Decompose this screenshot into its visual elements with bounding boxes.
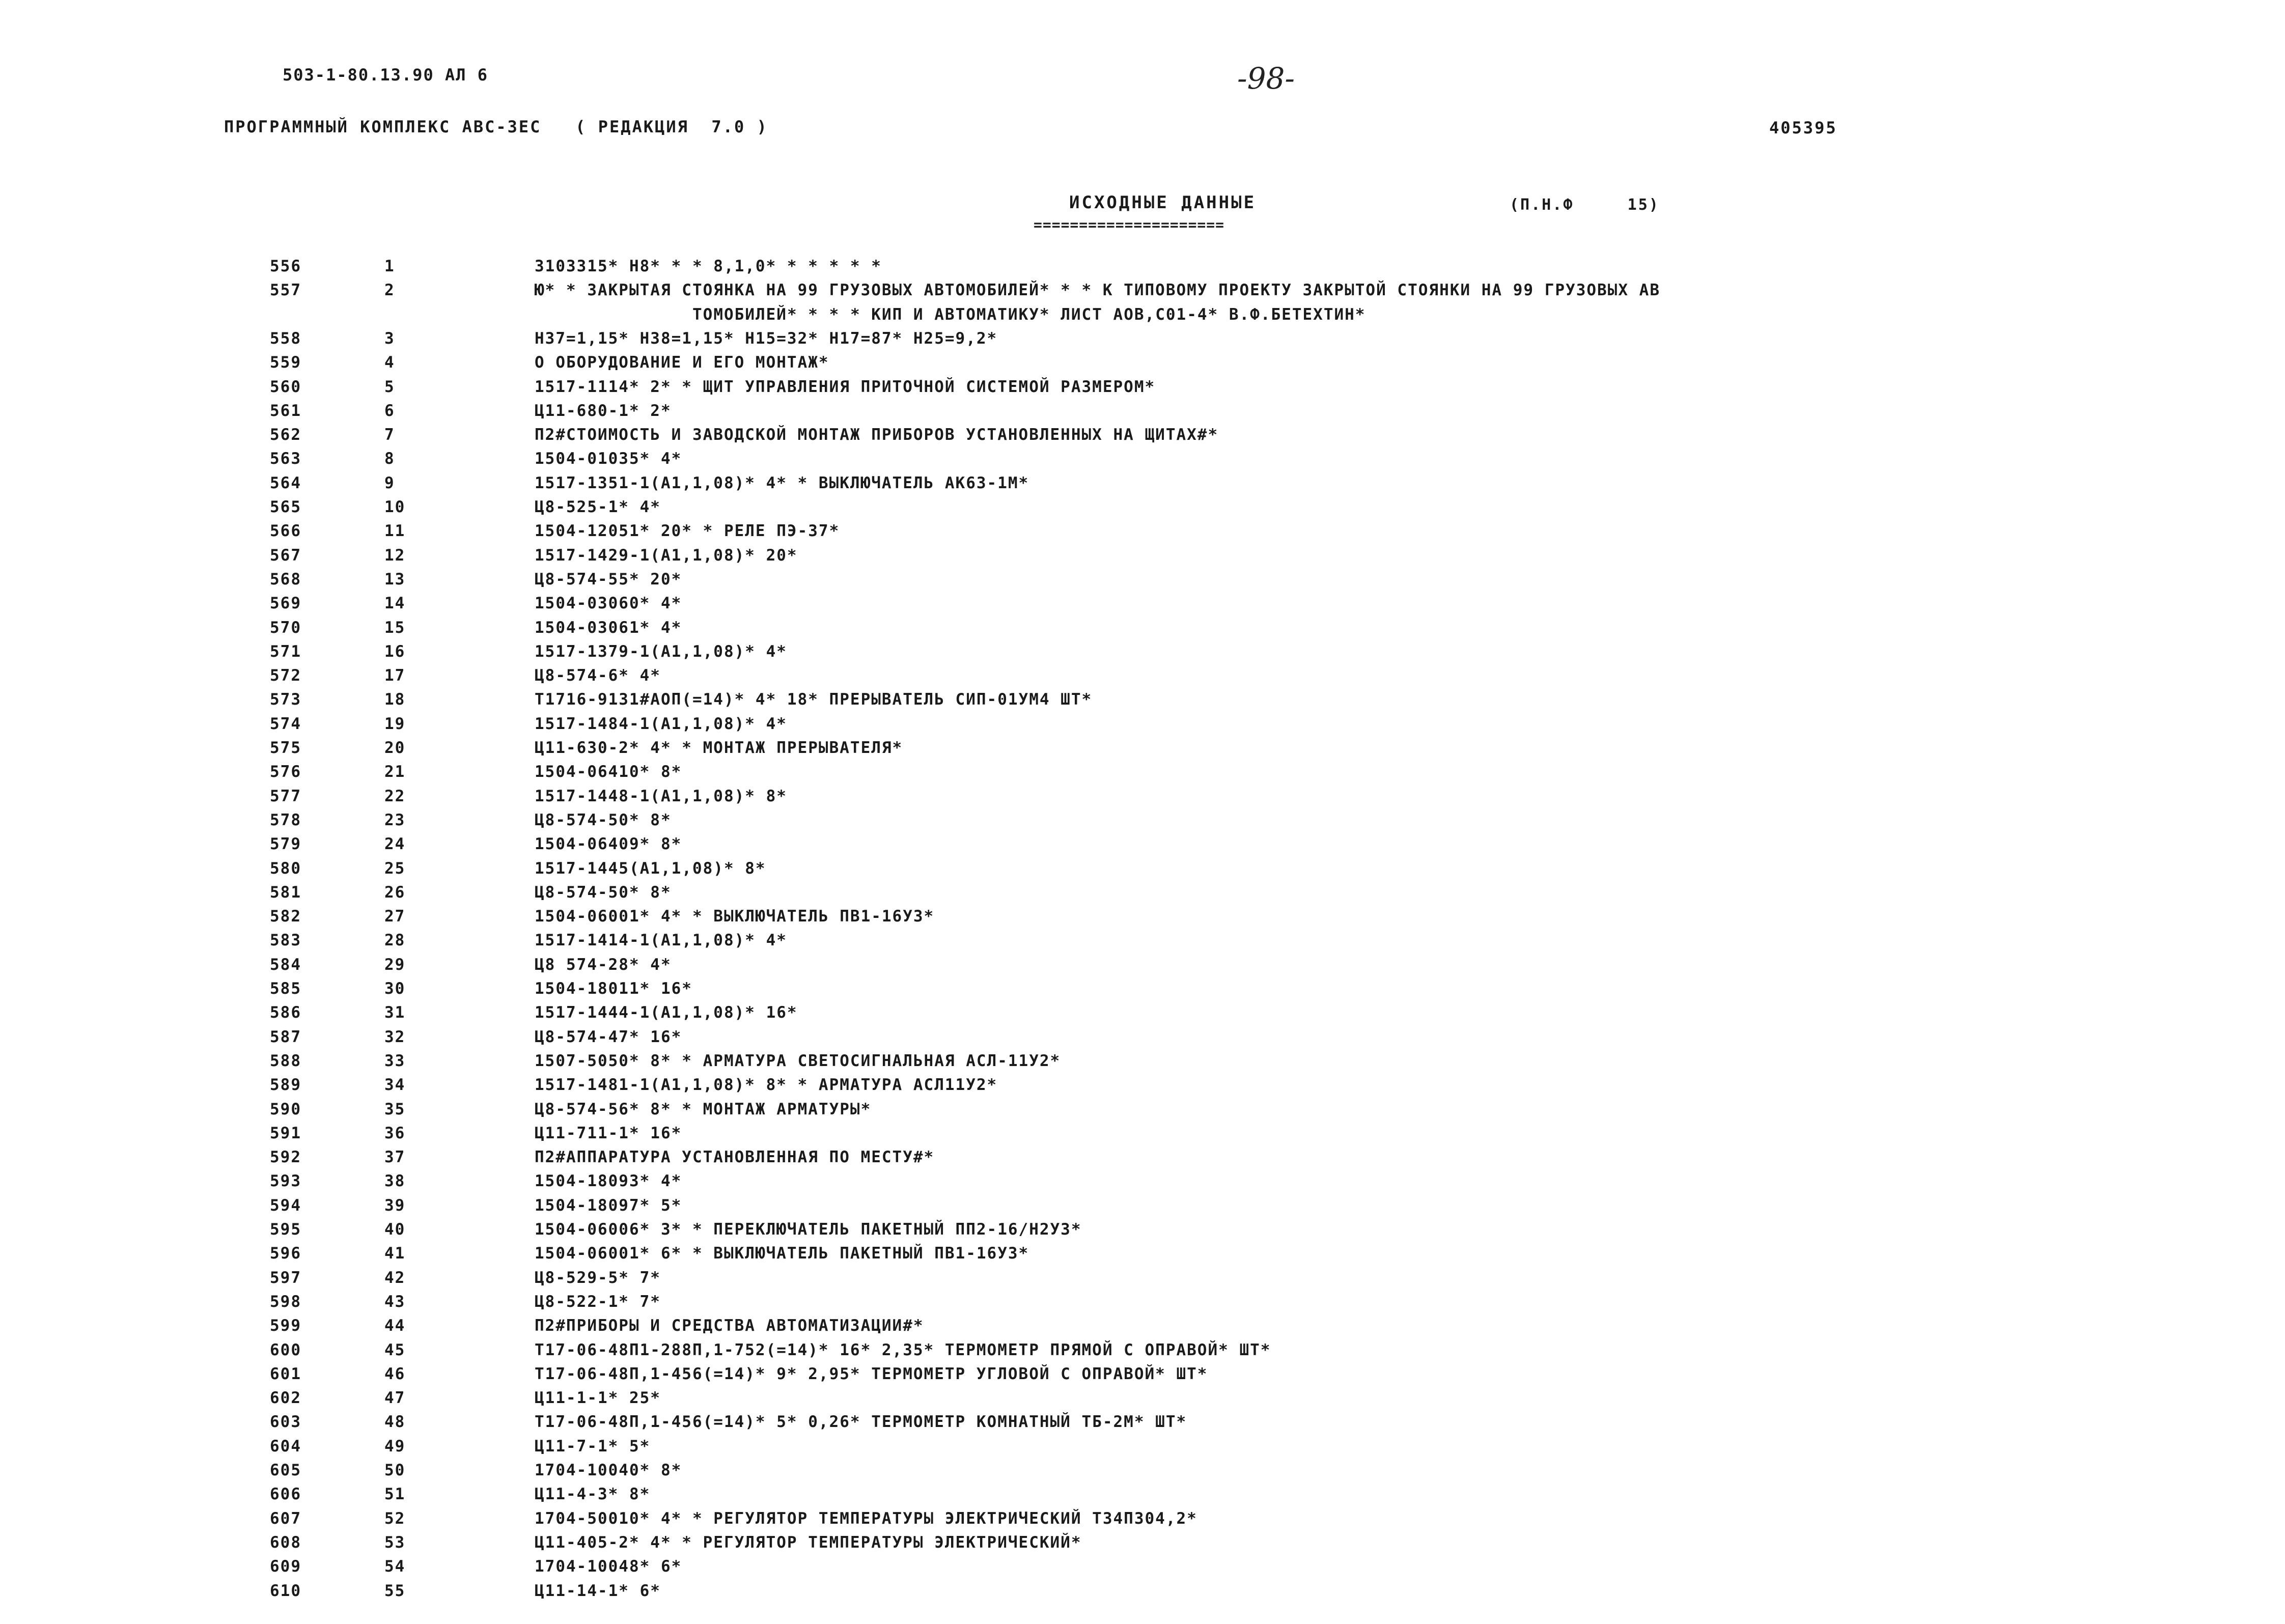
row-line-number: 564 [270, 473, 301, 492]
row-sequence-number: 52 [384, 1509, 406, 1528]
row-sequence-number: 2 [384, 281, 395, 300]
row-sequence-number: 28 [384, 931, 406, 950]
row-text: 1517-1444-1(А1,1,08)* 16* [535, 1003, 798, 1022]
row-line-number: 601 [270, 1364, 301, 1383]
row-sequence-number: 30 [384, 979, 406, 998]
row-text: 1704-10048* 6* [535, 1557, 682, 1576]
row-text: 1704-10040* 8* [535, 1461, 682, 1479]
row-text: Ц11-680-1* 2* [535, 401, 672, 420]
row-sequence-number: 6 [384, 401, 395, 420]
row-text: П2#АППАРАТУРА УСТАНОВЛЕННАЯ ПО МЕСТУ#* [535, 1148, 935, 1167]
row-line-number: 557 [270, 281, 301, 300]
row-sequence-number: 1 [384, 257, 395, 275]
row-line-number: 584 [270, 955, 301, 974]
row-text: 1504-12051* 20* * РЕЛЕ ПЭ-37* [535, 522, 840, 541]
row-line-number: 559 [270, 353, 301, 372]
row-line-number: 605 [270, 1461, 301, 1479]
row-line-number: 572 [270, 666, 301, 685]
document-code: 503-1-80.13.90 АЛ 6 [283, 65, 489, 85]
row-text: Ц8-574-50* 8* [535, 810, 672, 829]
row-sequence-number: 40 [384, 1220, 406, 1239]
row-line-number: 592 [270, 1148, 301, 1167]
row-sequence-number: 39 [384, 1196, 406, 1215]
row-text: Ц11-7-1* 5* [535, 1437, 651, 1455]
row-sequence-number: 53 [384, 1533, 406, 1552]
row-text: ТОМОБИЛЕЙ* * * * КИП И АВТОМАТИКУ* ЛИСТ АОВ,С01-4* В.Ф.БЕТЕХТИН* [692, 305, 1366, 324]
row-sequence-number: 42 [384, 1268, 406, 1287]
row-text: Ц11-630-2* 4* * МОНТАЖ ПРЕРЫВАТЕЛЯ* [535, 739, 903, 757]
row-line-number: 596 [270, 1244, 301, 1263]
section-reference: (П.Н.Ф 15) [1510, 196, 1660, 214]
row-text: 1504-06006* 3* * ПЕРЕКЛЮЧАТЕЛЬ ПАКЕТНЫЙ ПП2-16/Н2У3* [535, 1220, 1082, 1239]
row-line-number: 600 [270, 1340, 301, 1359]
row-line-number: 598 [270, 1292, 301, 1311]
row-text: 1517-1481-1(А1,1,08)* 8* * АРМАТУРА АСЛ11У2* [535, 1076, 998, 1095]
row-text: Ц8-574-6* 4* [535, 666, 661, 685]
row-text: 1507-5050* 8* * АРМАТУРА СВЕТОСИГНАЛЬНАЯ АСЛ-11У2* [535, 1051, 1061, 1070]
row-sequence-number: 37 [384, 1148, 406, 1167]
row-line-number: 560 [270, 377, 301, 396]
row-line-number: 576 [270, 763, 301, 781]
row-text: Т17-06-48П1-288П,1-752(=14)* 16* 2,35* ТЕРМОМЕТР ПРЯМОЙ С ОПРАВОЙ* ШТ* [535, 1340, 1271, 1359]
row-sequence-number: 24 [384, 835, 406, 854]
row-text: 1504-06409* 8* [535, 835, 682, 854]
row-sequence-number: 12 [384, 546, 406, 565]
row-text: Ц8-574-55* 20* [535, 570, 682, 589]
row-line-number: 567 [270, 546, 301, 565]
program-title: ПРОГРАММНЫЙ КОМПЛЕКС АВС-3ЕС ( РЕДАКЦИЯ 7.0 ) [224, 117, 768, 136]
row-line-number: 608 [270, 1533, 301, 1552]
row-text: П2#СТОИМОСТЬ И ЗАВОДСКОЙ МОНТАЖ ПРИБОРОВ УСТАНОВЛЕННЫХ НА ЩИТАХ#* [535, 426, 1219, 444]
row-text: Ц8-574-47* 16* [535, 1027, 682, 1046]
row-sequence-number: 21 [384, 763, 406, 781]
row-sequence-number: 43 [384, 1292, 406, 1311]
row-sequence-number: 10 [384, 498, 406, 516]
row-line-number: 583 [270, 931, 301, 950]
row-text: Ц8-522-1* 7* [535, 1292, 661, 1311]
row-text: Т1716-9131#АОП(=14)* 4* 18* ПРЕРЫВАТЕЛЬ СИП-01УМ4 ШТ* [535, 690, 1093, 709]
row-text: Т17-06-48П,1-456(=14)* 5* 0,26* ТЕРМОМЕТР КОМНАТНЫЙ ТБ-2М* ШТ* [535, 1413, 1187, 1432]
row-text: 1504-03061* 4* [535, 618, 682, 637]
row-text: Н37=1,15* Н38=1,15* Н15=32* Н17=87* Н25=9,2* [535, 329, 998, 348]
row-line-number: 610 [270, 1581, 301, 1600]
row-line-number: 585 [270, 979, 301, 998]
row-line-number: 586 [270, 1003, 301, 1022]
row-sequence-number: 48 [384, 1413, 406, 1432]
row-sequence-number: 47 [384, 1389, 406, 1408]
row-sequence-number: 34 [384, 1076, 406, 1095]
row-sequence-number: 16 [384, 642, 406, 661]
row-line-number: 590 [270, 1100, 301, 1118]
row-text: 1504-03060* 4* [535, 594, 682, 613]
row-text: 1517-1414-1(А1,1,08)* 4* [535, 931, 787, 950]
row-sequence-number: 22 [384, 787, 406, 805]
row-text: 1517-1448-1(А1,1,08)* 8* [535, 787, 787, 805]
row-line-number: 566 [270, 522, 301, 541]
row-text: Ц11-4-3* 8* [535, 1485, 651, 1504]
row-sequence-number: 38 [384, 1172, 406, 1191]
row-text: Ц8-574-56* 8* * МОНТАЖ АРМАТУРЫ* [535, 1100, 872, 1118]
row-sequence-number: 11 [384, 522, 406, 541]
row-line-number: 558 [270, 329, 301, 348]
row-sequence-number: 19 [384, 714, 406, 733]
row-line-number: 573 [270, 690, 301, 709]
row-line-number: 593 [270, 1172, 301, 1191]
row-sequence-number: 13 [384, 570, 406, 589]
row-line-number: 571 [270, 642, 301, 661]
row-sequence-number: 17 [384, 666, 406, 685]
row-sequence-number: 3 [384, 329, 395, 348]
row-line-number: 587 [270, 1027, 301, 1046]
row-sequence-number: 33 [384, 1051, 406, 1070]
row-line-number: 603 [270, 1413, 301, 1432]
row-text: Ц11-14-1* 6* [535, 1581, 661, 1600]
row-line-number: 574 [270, 714, 301, 733]
row-line-number: 579 [270, 835, 301, 854]
row-sequence-number: 49 [384, 1437, 406, 1455]
row-line-number: 602 [270, 1389, 301, 1408]
row-sequence-number: 32 [384, 1027, 406, 1046]
row-text: 1517-1351-1(А1,1,08)* 4* * ВЫКЛЮЧАТЕЛЬ АК63-1М* [535, 473, 1029, 492]
row-sequence-number: 20 [384, 739, 406, 757]
row-sequence-number: 45 [384, 1340, 406, 1359]
row-sequence-number: 29 [384, 955, 406, 974]
row-text: 1517-1484-1(А1,1,08)* 4* [535, 714, 787, 733]
row-sequence-number: 51 [384, 1485, 406, 1504]
row-sequence-number: 25 [384, 859, 406, 878]
row-sequence-number: 35 [384, 1100, 406, 1118]
row-text: 1504-18011* 16* [535, 979, 692, 998]
row-sequence-number: 5 [384, 377, 395, 396]
row-text: Ц8-574-50* 8* [535, 883, 672, 902]
row-sequence-number: 50 [384, 1461, 406, 1479]
row-line-number: 594 [270, 1196, 301, 1215]
row-text: Ц11-711-1* 16* [535, 1124, 682, 1142]
row-line-number: 591 [270, 1124, 301, 1142]
row-line-number: 575 [270, 739, 301, 757]
row-line-number: 556 [270, 257, 301, 275]
row-text: Ю* * ЗАКРЫТАЯ СТОЯНКА НА 99 ГРУЗОВЫХ АВТОМОБИЛЕЙ* * * К ТИПОВОМУ ПРОЕКТУ ЗАКРЫТОЙ СТОЯНКИ НА 99 ГРУЗОВЫХ АВ [535, 281, 1661, 300]
row-line-number: 568 [270, 570, 301, 589]
row-text: Ц8-529-5* 7* [535, 1268, 661, 1287]
row-sequence-number: 8 [384, 450, 395, 468]
row-line-number: 561 [270, 401, 301, 420]
row-line-number: 577 [270, 787, 301, 805]
row-line-number: 604 [270, 1437, 301, 1455]
row-line-number: 589 [270, 1076, 301, 1095]
row-text: П2#ПРИБОРЫ И СРЕДСТВА АВТОМАТИЗАЦИИ#* [535, 1317, 924, 1335]
row-line-number: 570 [270, 618, 301, 637]
row-text: 1517-1445(А1,1,08)* 8* [535, 859, 766, 878]
row-sequence-number: 55 [384, 1581, 406, 1600]
row-sequence-number: 7 [384, 426, 395, 444]
row-text: 1504-06001* 6* * ВЫКЛЮЧАТЕЛЬ ПАКЕТНЫЙ ПВ1-16У3* [535, 1244, 1029, 1263]
document-id: 405395 [1769, 118, 1837, 137]
row-sequence-number: 23 [384, 810, 406, 829]
row-sequence-number: 41 [384, 1244, 406, 1263]
row-text: 1504-01035* 4* [535, 450, 682, 468]
row-sequence-number: 27 [384, 907, 406, 926]
row-line-number: 607 [270, 1509, 301, 1528]
row-line-number: 595 [270, 1220, 301, 1239]
row-text: 1504-18097* 5* [535, 1196, 682, 1215]
row-line-number: 565 [270, 498, 301, 516]
section-title: ИСХОДНЫЕ ДАННЫЕ [1069, 192, 1257, 213]
row-text: 1704-50010* 4* * РЕГУЛЯТОР ТЕМПЕРАТУРЫ ЭЛЕКТРИЧЕСКИЙ Т34П304,2* [535, 1509, 1197, 1528]
row-text: Ц8 574-28* 4* [535, 955, 672, 974]
row-line-number: 578 [270, 810, 301, 829]
row-text: 1517-1114* 2* * ЩИТ УПРАВЛЕНИЯ ПРИТОЧНОЙ СИСТЕМОЙ РАЗМЕРОМ* [535, 377, 1156, 396]
row-sequence-number: 44 [384, 1317, 406, 1335]
row-sequence-number: 18 [384, 690, 406, 709]
row-text: Ц11-405-2* 4* * РЕГУЛЯТОР ТЕМПЕРАТУРЫ ЭЛЕКТРИЧЕСКИЙ* [535, 1533, 1082, 1552]
row-text: Ц8-525-1* 4* [535, 498, 661, 516]
row-text: 3103315* Н8* * * 8,1,0* * * * * * [535, 257, 882, 275]
row-text: 1504-18093* 4* [535, 1172, 682, 1191]
row-sequence-number: 15 [384, 618, 406, 637]
page-number: -98- [1237, 61, 1295, 96]
row-line-number: 562 [270, 426, 301, 444]
row-line-number: 609 [270, 1557, 301, 1576]
row-sequence-number: 46 [384, 1364, 406, 1383]
row-text: Ц11-1-1* 25* [535, 1389, 661, 1408]
row-text: 1504-06410* 8* [535, 763, 682, 781]
row-sequence-number: 36 [384, 1124, 406, 1142]
row-line-number: 563 [270, 450, 301, 468]
section-underline: ===================== [1034, 216, 1225, 233]
row-line-number: 580 [270, 859, 301, 878]
row-sequence-number: 9 [384, 473, 395, 492]
row-text: О ОБОРУДОВАНИЕ И ЕГО МОНТАЖ* [535, 353, 829, 372]
row-line-number: 606 [270, 1485, 301, 1504]
row-line-number: 599 [270, 1317, 301, 1335]
row-sequence-number: 4 [384, 353, 395, 372]
row-text: 1517-1429-1(А1,1,08)* 20* [535, 546, 798, 565]
row-sequence-number: 26 [384, 883, 406, 902]
row-line-number: 582 [270, 907, 301, 926]
row-line-number: 597 [270, 1268, 301, 1287]
row-sequence-number: 54 [384, 1557, 406, 1576]
row-line-number: 569 [270, 594, 301, 613]
row-text: 1504-06001* 4* * ВЫКЛЮЧАТЕЛЬ ПВ1-16У3* [535, 907, 935, 926]
row-text: Т17-06-48П,1-456(=14)* 9* 2,95* ТЕРМОМЕТР УГЛОВОЙ С ОПРАВОЙ* ШТ* [535, 1364, 1208, 1383]
row-text: 1517-1379-1(А1,1,08)* 4* [535, 642, 787, 661]
row-line-number: 581 [270, 883, 301, 902]
row-line-number: 588 [270, 1051, 301, 1070]
row-sequence-number: 31 [384, 1003, 406, 1022]
row-sequence-number: 14 [384, 594, 406, 613]
